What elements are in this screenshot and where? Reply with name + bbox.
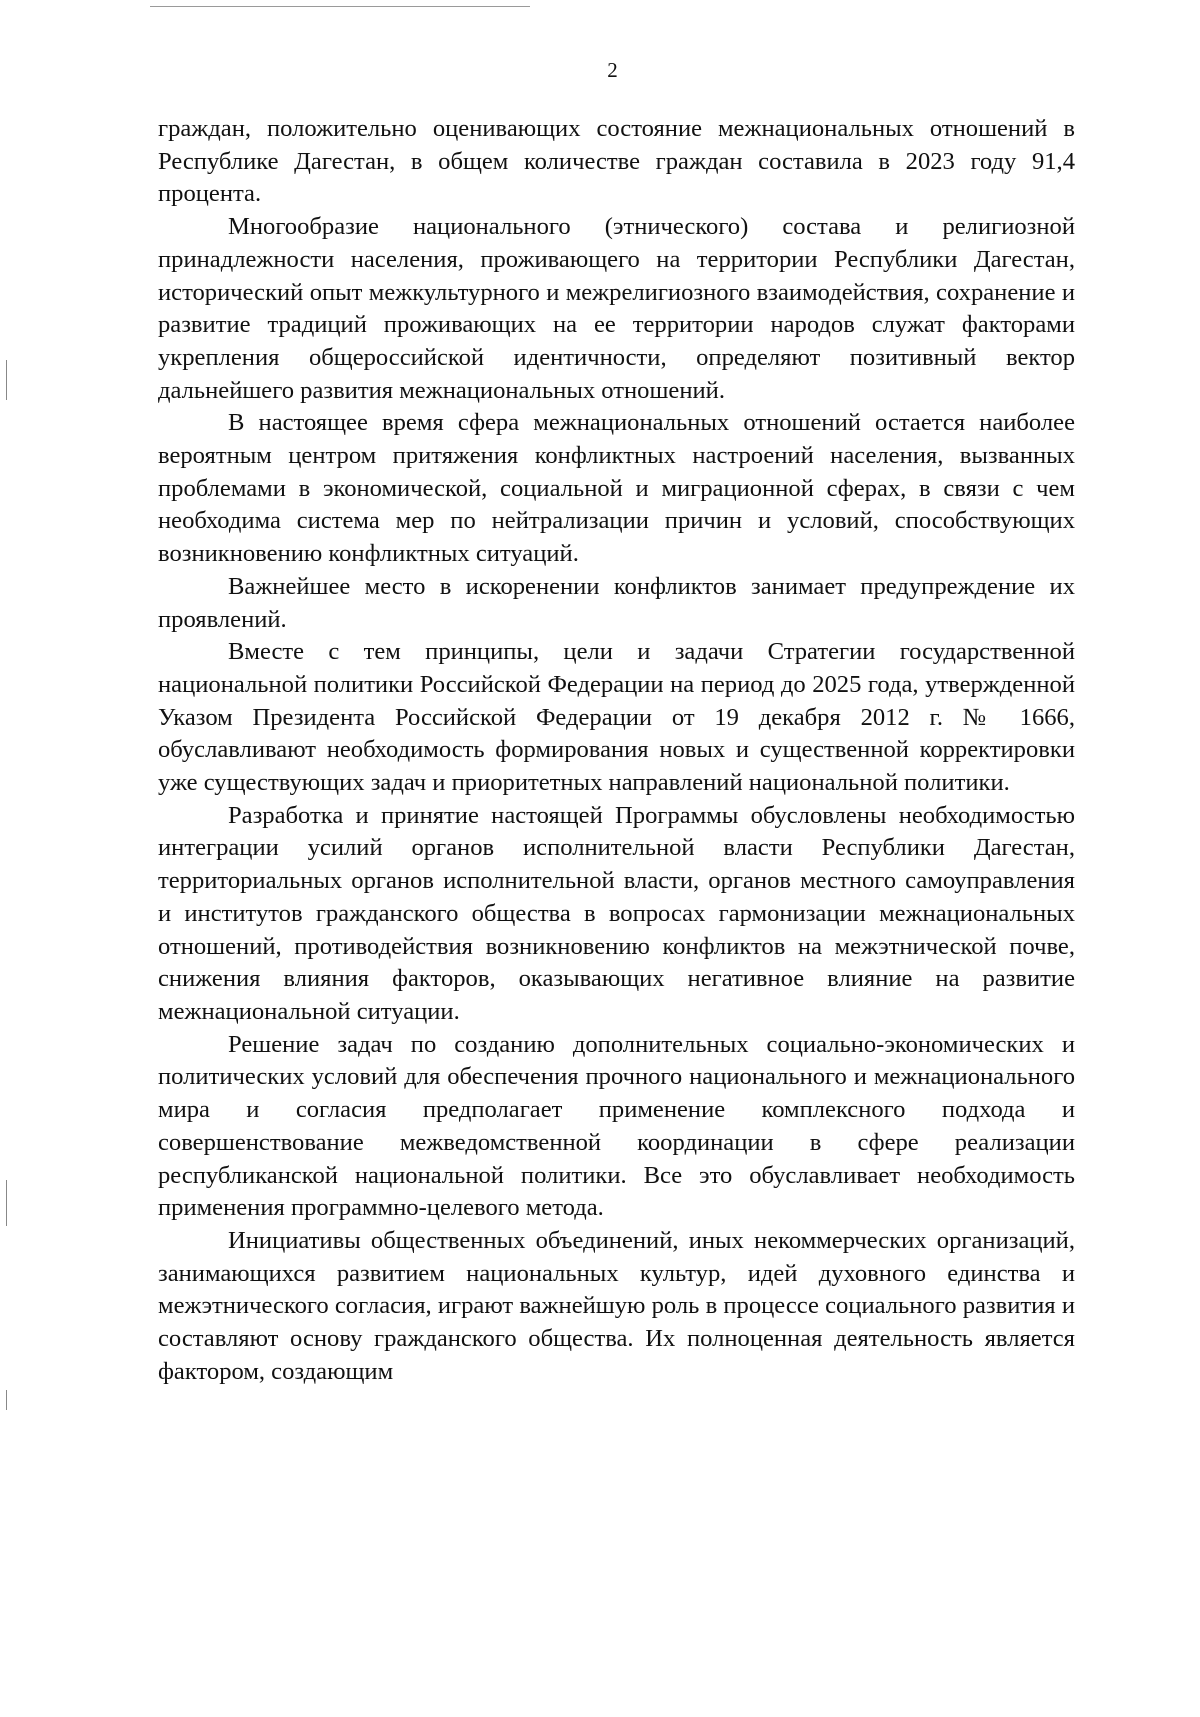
paragraph: Вместе с тем принципы, цели и задачи Стратегии государственной национальной политики Российской Федерации на период до 2025 года, утвержденной Указом Президента Российской Федерации от 19 декабря 2012 г. № 1666, обуславливают необходимость формирования новых и существенной корректировки уже существующих задач и приоритетных направлений национальной политики. [158, 638, 1075, 797]
scan-artifact-mark [6, 1180, 7, 1226]
paragraph: Важнейшее место в искоренении конфликтов занимает предупреждение их проявлений. [158, 572, 1075, 633]
scan-artifact-mark [6, 1390, 7, 1410]
scan-artifact-mark [6, 360, 7, 400]
paragraph: В настоящее время сфера межнациональных отношений остается наиболее вероятным центром притяжения конфликтных настроений населения, вызванных проблемами в экономической, социальной и миграционной сферах, в связи с чем необходима система мер по нейтрализации причин и условий, способствующих возникновению конфликтных ситуаций. [158, 409, 1075, 568]
scan-artifact-line [150, 6, 530, 7]
paragraph: Многообразие национального (этнического) состава и религиозной принадлежности населения, проживающего на территории Республики Дагестан, исторический опыт межкультурного и межрелигиозного взаимодействия, сохранение и развитие традиций проживающих на ее территории народов служат факторами укрепления общероссийской идентичности, определяют позитивный вектор дальнейшего развития межнациональных отношений. [158, 213, 1075, 404]
document-body [158, 113, 1075, 1388]
page-number: 2 [607, 58, 618, 82]
paragraph: Решение задач по созданию дополнительных социально-экономических и политических условий для обеспечения прочного национального и межнационального мира и согласия предполагает применение комплексного подхода и совершенствование межведомственной координации в сфере реализации республиканской национальной политики. Все это обуславливает необходимость применения программно-целевого метода. [158, 1030, 1075, 1222]
paragraph: Разработка и принятие настоящей Программы обусловлены необходимостью интеграции усилий органов исполнительной власти Республики Дагестан, территориальных органов исполнительной власти, органов местного самоуправления и институтов гражданского общества в вопросах гармонизации межнациональных отношений, противодействия возникновению конфликтов на межэтнической почве, снижения влияния факторов, оказывающих негативное влияние на развитие межнациональной ситуации. [158, 801, 1075, 1025]
paragraph: Инициативы общественных объединений, иных некоммерческих организаций, занимающихся развитием национальных культур, идей духовного единства и межэтнического согласия, играют важнейшую роль в процессе социального развития и составляют основу гражданского общества. Их полноценная деятельность является фактором, создающим [158, 1226, 1075, 1385]
paragraph: граждан, положительно оценивающих состояние межнациональных отношений в Республике Дагестан, в общем количестве граждан составила в 2023 году 91,4 процента. [158, 115, 1075, 208]
